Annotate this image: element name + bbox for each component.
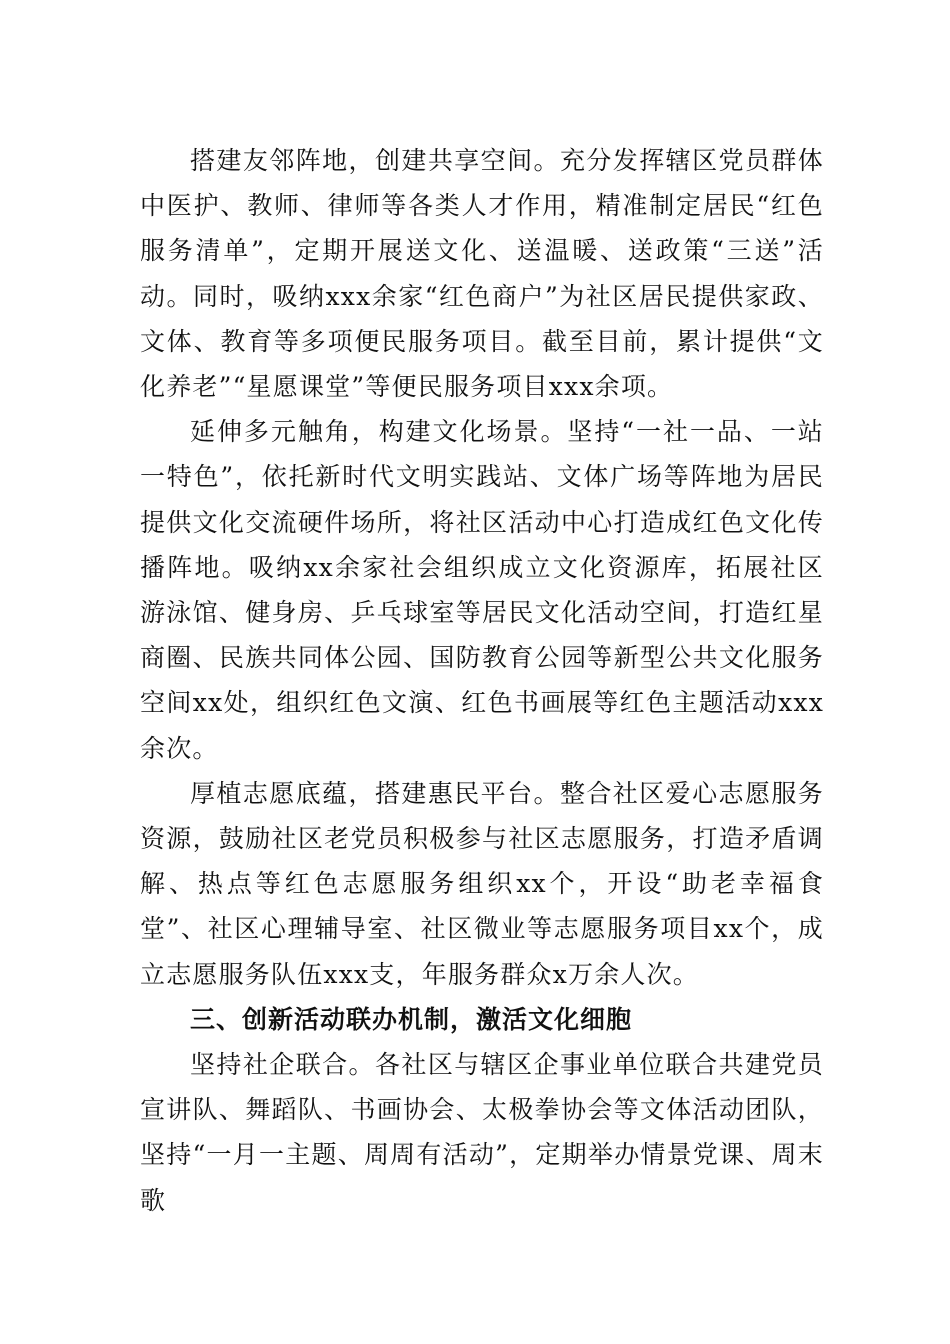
paragraph-cultural-scenes: 延伸多元触角，构建文化场景。坚持“一社一品、一站一特色”，依托新时代文明实践站、文体广场等阵地为居民提供文化交流硬件场所，将社区活动中心打造成红色文化传播阵地。吸纳xx余家社会组织成立文化资源库，拓展社区游泳馆、健身房、乒乓球室等居民文化活动空间，打造红星商圈、民族共同体公园、国防教育公园等新型公共文化服务空间xx处，组织红色文演、红色书画展等红色主题活动xxx余次。 <box>140 417 824 763</box>
paragraph-community-enterprise: 坚持社企联合。各社区与辖区企事业单位联合共建党员宣讲队、舞蹈队、书画协会、太极拳协会等文体活动团队，坚持“一月一主题、周周有活动”，定期举办情景党课、周末歌 <box>140 1050 824 1215</box>
document-body <box>140 138 824 1223</box>
paragraph-shared-space: 搭建友邻阵地，创建共享空间。充分发挥辖区党员群体中医护、教师、律师等各类人才作用，精准制定居民“红色服务清单”，定期开展送文化、送温暖、送政策“三送”活动。同时，吸纳xxx余家“红色商户”为社区居民提供家政、文体、教育等多项便民服务项目。截至目前，累计提供“文化养老”“星愿课堂”等便民服务项目xxx余项。 <box>140 146 824 402</box>
paragraph-volunteer-platform: 厚植志愿底蕴，搭建惠民平台。整合社区爱心志愿服务资源，鼓励社区老党员积极参与社区志愿服务，打造矛盾调解、热点等红色志愿服务组织xx个，开设“助老幸福食堂”、社区心理辅导室、社区微业等志愿服务项目xx个，成立志愿服务队伍xxx支，年服务群众x万余人次。 <box>140 778 824 989</box>
section-heading: 三、创新活动联办机制，激活文化细胞 <box>190 1004 633 1034</box>
